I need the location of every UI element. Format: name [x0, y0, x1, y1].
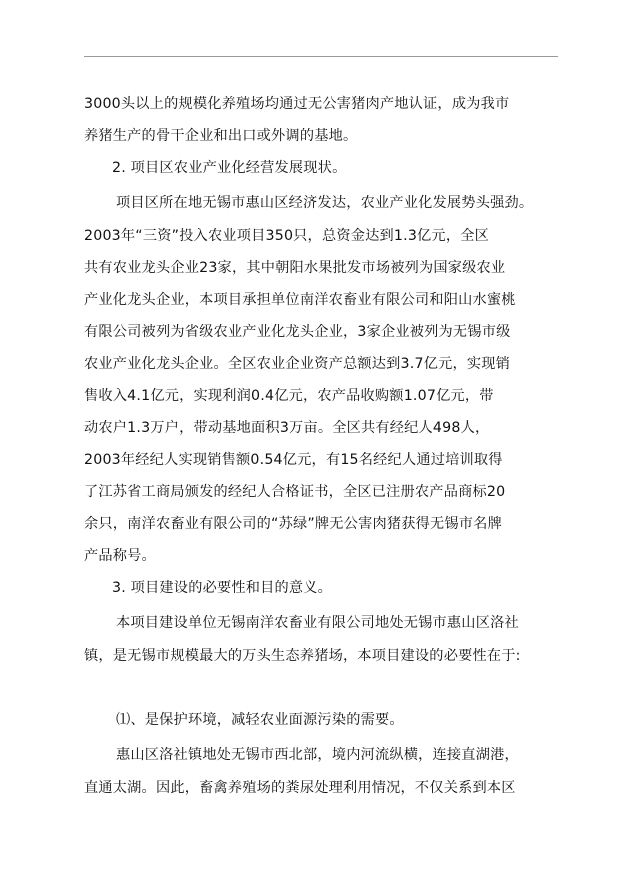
- text-line: 2003年经纪人实现销售额0.54亿元，有15名经纪人通过培训取得: [84, 452, 503, 468]
- text-line: 产业化龙头企业，本项目承担单位南洋农畜业有限公司和阳山水蜜桃: [84, 292, 516, 308]
- text-line: 售收入4.1亿元，实现利润0.4亿元，农产品收购额1.07亿元，带: [84, 388, 494, 404]
- text-line: 项目区所在地无锡市惠山区经济发达，农业产业化发展势头强劲。: [116, 195, 534, 211]
- text-line: 镇，是无锡市规模最大的万头生态养猪场，本项目建设的必要性在于:: [84, 648, 521, 664]
- text-line: 产品称号。: [84, 548, 156, 564]
- list-item-heading: ⑴、是保护环境，减轻农业面源污染的需要。: [116, 712, 404, 728]
- section-heading: 3. 项目建设的必要性和目的意义。: [112, 580, 333, 596]
- text-line: 有限公司被列为省级农业产业化龙头企业，3家企业被列为无锡市级: [84, 324, 511, 340]
- text-line: 农业产业化龙头企业。全区农业企业资产总额达到3.7亿元，实现销: [84, 356, 511, 372]
- section-heading: 2. 项目区农业产业化经营发展现状。: [112, 160, 347, 176]
- text-line: 3000头以上的规模化养殖场均通过无公害猪肉产地认证，成为我市: [84, 96, 510, 112]
- text-line: 余只，南洋农畜业有限公司的“苏绿”牌无公害肉猪获得无锡市名牌: [84, 516, 502, 532]
- header-rule: [84, 56, 558, 57]
- text-line: 直通太湖。因此，畜禽养殖场的粪尿处理利用情况，不仅关系到本区: [84, 780, 516, 796]
- text-line: 2003年“三资”投入农业项目350只，总资金达到1.3亿元，全区: [84, 228, 489, 244]
- text-line: 养猪生产的骨干企业和出口或外调的基地。: [84, 128, 358, 144]
- text-line: 了江苏省工商局颁发的经纪人合格证书，全区已注册农产品商标20: [84, 484, 506, 500]
- text-line: 共有农业龙头企业23家，其中朝阳水果批发市场被列为国家级农业: [84, 260, 506, 276]
- text-line: 动农户1.3万户，带动基地面积3万亩。全区共有经纪人498人，: [84, 420, 490, 436]
- text-line: 惠山区洛社镇地处无锡市西北部，境内河流纵横，连接直湖港，: [116, 747, 519, 763]
- text-line: 本项目建设单位无锡南洋农畜业有限公司地处无锡市惠山区洛社: [116, 615, 519, 631]
